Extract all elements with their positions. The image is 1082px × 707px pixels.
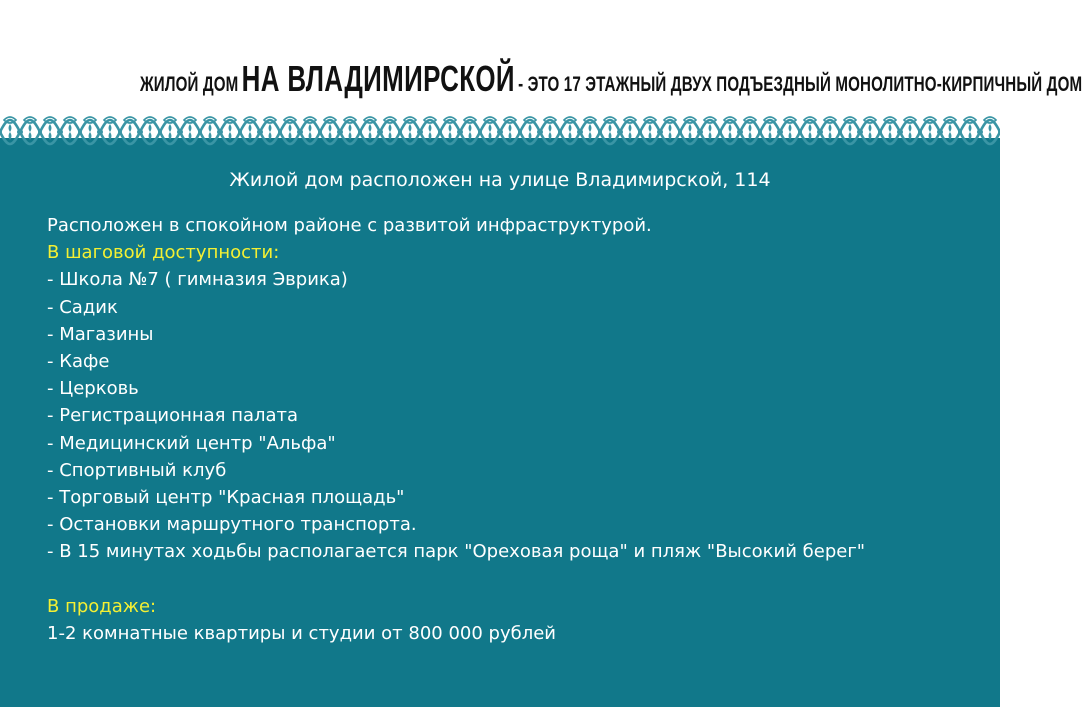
intro-text: Расположен в спокойном районе с развитой инфраструктурой. [47,215,652,236]
headline-part-1: ЖИЛОЙ ДОМ [140,73,239,96]
sale-heading: В продаже: [47,595,157,617]
list-item: - Регистрационная палата [47,405,299,427]
list-item: - Церковь [47,378,139,400]
list-item: - Остановки маршрутного транспорта. [47,514,417,536]
list-item: - Садик [47,296,118,318]
list-item: - В 15 минутах ходьбы располагается парк "Ореховая роща" и пляж "Высокий берег" [47,541,866,563]
headline [140,58,1082,100]
list-item: - Спортивный клуб [47,459,227,481]
address-subtitle: Жилой дом расположен на улице Владимирской, 114 [229,169,771,191]
ornament-border [0,106,1000,156]
list-item: - Торговый центр "Красная площадь" [47,486,405,508]
headline-part-2: НА ВЛАДИМИРСКОЙ [241,58,515,99]
list-item: - Магазины [47,323,154,345]
list-item: - Кафе [47,350,110,372]
headline-part-3: - ЭТО 17 ЭТАЖНЫЙ ДВУХ ПОДЪЕЗДНЫЙ МОНОЛИТНО-КИРПИЧНЫЙ ДОМ [518,73,1082,96]
list-item: - Медицинский центр "Альфа" [47,432,336,454]
sale-text: 1-2 комнатные квартиры и студии от 800 000 рублей [47,622,556,644]
list-item: - Школа №7 ( гимназия Эврика) [47,269,348,291]
spacer [47,565,977,592]
walking-heading: В шаговой доступности: [47,242,280,264]
content [47,212,977,647]
